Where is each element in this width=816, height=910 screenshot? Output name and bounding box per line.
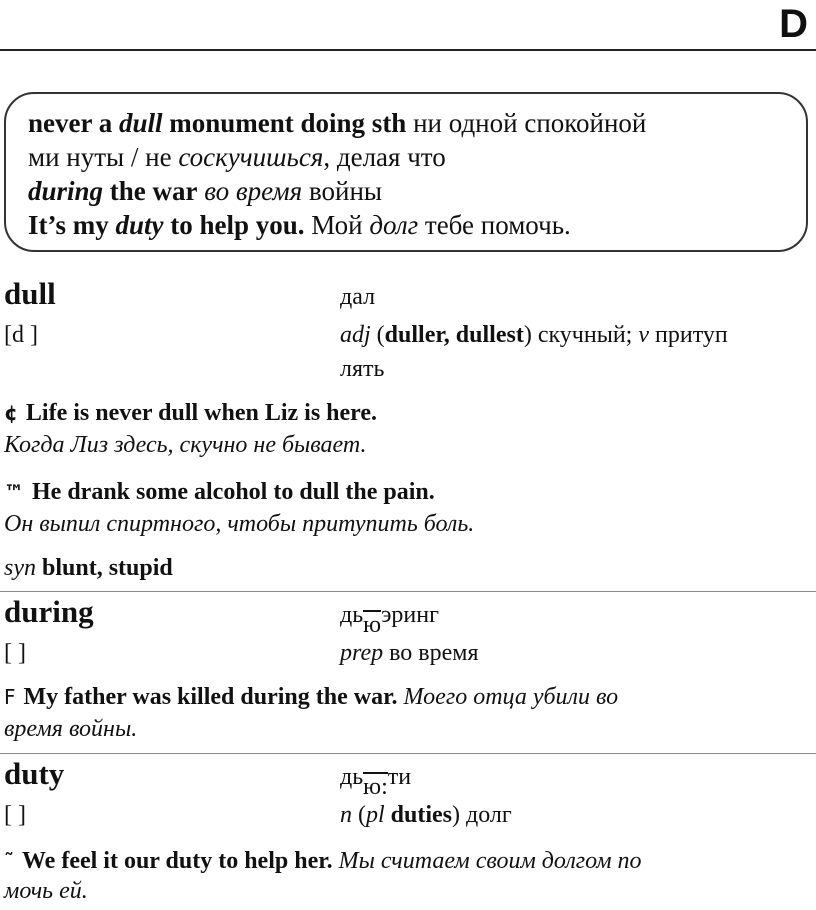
example-duty-translation: мочь ей.	[4, 878, 88, 904]
phrase-ru: ми нуты / не	[28, 142, 179, 172]
definition-text: скучный;	[531, 322, 639, 348]
definition-text: долг	[460, 802, 512, 828]
word-forms: duties	[384, 802, 453, 828]
synonyms-dull	[4, 553, 173, 583]
pos-label: v	[638, 322, 650, 348]
example-marker-icon: F	[4, 685, 16, 709]
section-letter: D	[779, 2, 808, 46]
example-en: Life is never dull when Liz is here.	[25, 400, 378, 426]
header-divider	[0, 49, 816, 51]
phrase-en: monument doing sth	[162, 108, 407, 138]
headword-during: during	[4, 594, 94, 629]
stressed-syllable: ю	[363, 612, 382, 638]
example-duty	[4, 846, 642, 876]
plural-label: pl	[366, 802, 385, 828]
phrase-ru: тебе помочь.	[418, 210, 571, 240]
example-en: We feel it our duty to help her.	[22, 848, 333, 874]
phrase-en: never a	[28, 108, 119, 138]
entry-divider	[0, 591, 816, 592]
example-en: He drank some alcohol to dull the pain.	[32, 479, 435, 505]
phrase-keyword: dull	[118, 108, 163, 138]
phrase-en: the war	[103, 176, 198, 206]
pronunciation-during	[340, 602, 439, 638]
ipa-duty: [ ]	[4, 802, 26, 828]
syn-label: syn	[4, 555, 36, 581]
example-dull-2	[4, 477, 435, 507]
pron-part: эринг	[381, 602, 439, 628]
definition-duty	[340, 802, 512, 829]
phrase-keyword: duty	[115, 210, 164, 240]
entry-divider	[0, 753, 816, 754]
pronunciation-dull: дал	[340, 284, 376, 310]
example-marker-icon: ˜	[4, 849, 14, 873]
phrase-en: to help you.	[163, 210, 305, 240]
example-en: My father was killed during the war.	[23, 684, 398, 710]
pron-part: дь	[340, 764, 364, 790]
phrase-ru-keyword: долг	[369, 210, 419, 240]
example-marker-icon: ¢	[4, 401, 18, 425]
example-marker-icon: ™	[4, 480, 24, 504]
example-dull-1-translation: Когда Лиз здесь, скучно не бывает.	[4, 432, 367, 458]
example-dull-2-translation: Он выпил спиртного, чтобы притупить боль.	[4, 511, 475, 537]
phrase-line-2	[28, 140, 806, 174]
example-ru: Моего отца убили во	[397, 684, 619, 710]
phrase-line-1	[28, 106, 806, 140]
definition-dull-cont: лять	[340, 356, 385, 382]
pron-part: ти	[387, 764, 412, 790]
phrase-ru-keyword: во время	[197, 176, 303, 206]
phrase-line-3	[28, 174, 806, 208]
ipa-during: [ ]	[4, 640, 26, 666]
phrase-ru: ни одной спокойной	[406, 108, 647, 138]
phrase-line-4	[28, 208, 806, 242]
pos-label: adj	[340, 322, 371, 348]
definition-text: во время	[383, 640, 479, 666]
phrase-en: It’s my	[28, 210, 116, 240]
example-dull-1	[4, 398, 377, 428]
example-ru: Мы считаем своим долгом по	[332, 848, 642, 874]
paren-close: )	[452, 802, 461, 828]
definition-text: притуп	[649, 322, 728, 348]
phrases-box	[4, 92, 808, 252]
pos-label: prep	[340, 640, 384, 666]
paren-close: )	[523, 322, 532, 348]
example-during-translation: время войны.	[4, 716, 138, 742]
headword-dull: dull	[4, 276, 56, 311]
stressed-syllable: ю:	[363, 774, 388, 800]
phrase-ru-keyword: соскучишься	[178, 142, 324, 172]
phrase-ru: Мой	[304, 210, 370, 240]
word-forms: duller, dullest	[384, 322, 524, 348]
definition-dull	[340, 322, 728, 349]
phrase-keyword: during	[28, 176, 104, 206]
paren-open: (	[370, 322, 385, 348]
headword-duty: duty	[4, 756, 65, 791]
phrase-ru: , делая что	[323, 142, 446, 172]
pronunciation-duty	[340, 764, 412, 800]
example-during	[4, 682, 618, 712]
paren-open: (	[352, 802, 366, 828]
ipa-dull: [d ]	[4, 322, 38, 348]
phrase-ru: войны	[302, 176, 383, 206]
synonyms: blunt, stupid	[36, 555, 173, 581]
pos-label: n	[340, 802, 352, 828]
definition-during	[340, 640, 479, 667]
pron-part: дь	[340, 602, 364, 628]
